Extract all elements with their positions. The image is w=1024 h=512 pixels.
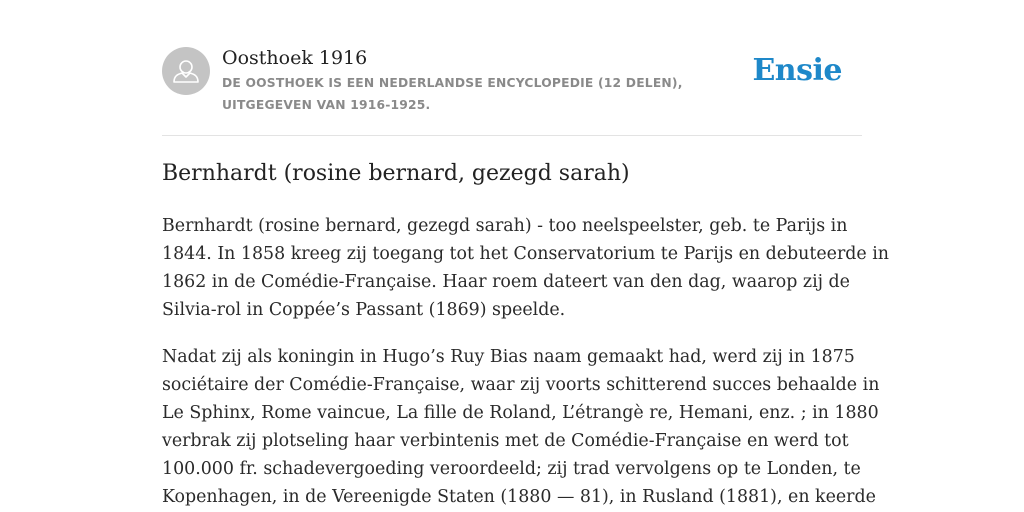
paragraph-line: Silvia-rol in Coppée’s Passant (1869) speelde. — [162, 300, 566, 320]
source-header — [162, 46, 862, 136]
paragraph-line: 1862 in de Comédie-Française. Haar roem dateert van den dag, waarop zij de — [162, 272, 850, 292]
paragraph-line: 100.000 fr. schadevergoeding veroordeeld; zij trad vervolgens op te Londen, te — [162, 459, 861, 479]
article-title: Bernhardt (rosine bernard, gezegd sarah) — [162, 161, 630, 186]
article-paragraph — [162, 343, 880, 511]
paragraph-line: sociétaire der Comédie-Française, waar zij voorts schitterend succes behaalde in — [162, 375, 880, 395]
paragraph-line: Bernhardt (rosine bernard, gezegd sarah) - too neelspeelster, geb. te Parijs in — [162, 216, 848, 236]
paragraph-line: 1844. In 1858 kreeg zij toegang tot het Conservatorium te Parijs en debuteerde in — [162, 244, 889, 264]
paragraph-line: Nadat zij als koningin in Hugo’s Ruy Bias naam gemaakt had, werd zij in 1875 — [162, 347, 855, 367]
source-description: DE OOSTHOEK IS EEN NEDERLANDSE ENCYCLOPEDIE (12 DELEN), UITGEGEVEN VAN 1916-1925. — [222, 76, 683, 112]
user-icon — [162, 47, 210, 95]
source-title[interactable]: Oosthoek 1916 — [222, 47, 368, 69]
paragraph-line: Le Sphinx, Rome vaincue, La fille de Roland, L’étrangè re, Hemani, enz. ; in 1880 — [162, 403, 879, 423]
article-paragraph — [162, 212, 889, 324]
paragraph-line: verbrak zij plotseling haar verbintenis met de Comédie-Française en werd tot — [162, 431, 849, 451]
article-body — [162, 212, 889, 512]
header-divider — [162, 135, 862, 136]
source-avatar[interactable] — [162, 47, 210, 95]
paragraph-line: Kopenhagen, in de Vereenigde Staten (1880 — 81), in Rusland (1881), en keerde — [162, 487, 876, 507]
ensie-logo[interactable]: Ensie — [752, 53, 842, 88]
